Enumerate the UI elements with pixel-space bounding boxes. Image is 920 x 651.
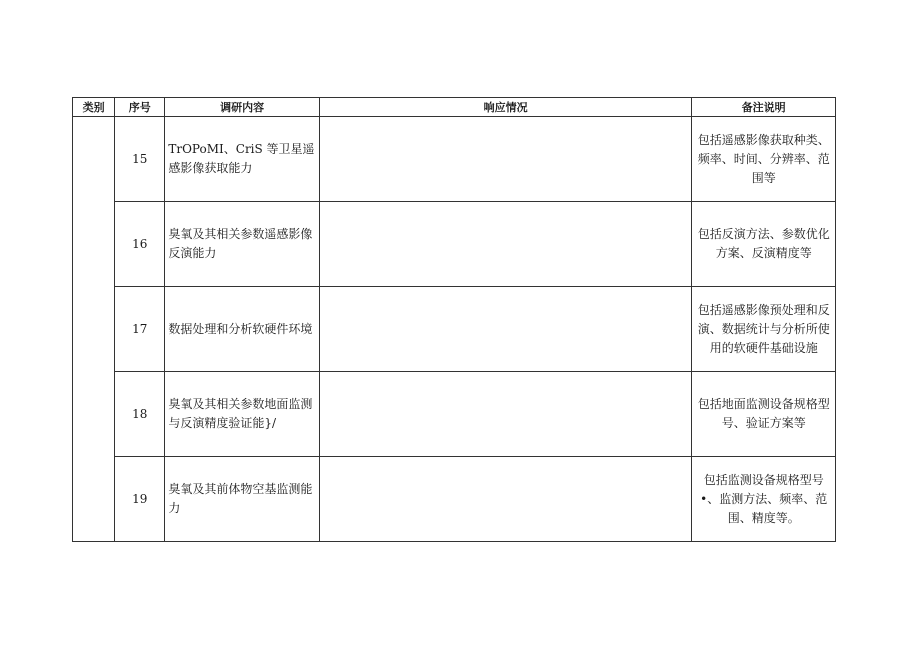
header-response: 响应情况 (319, 98, 691, 117)
table-row (73, 202, 836, 287)
table-row (73, 372, 836, 457)
header-number: 序号 (115, 98, 165, 117)
row-number: 15 (115, 117, 165, 202)
row-content: 臭氧及其前体物空基监测能力 (165, 457, 320, 542)
table-row (73, 287, 836, 372)
category-cell (73, 117, 115, 542)
table-row (73, 457, 836, 542)
table-header (73, 98, 836, 117)
table-row (73, 117, 836, 202)
survey-table (72, 97, 836, 542)
row-content: 臭氧及其相关参数遥感影像反演能力 (165, 202, 320, 287)
row-response[interactable] (319, 287, 691, 372)
row-content: 数据处理和分析软硬件环境 (165, 287, 320, 372)
row-note: 包括地面监测设备规格型号、验证方案等 (692, 372, 836, 457)
header-note: 备注说明 (692, 98, 836, 117)
header-content: 调研内容 (165, 98, 320, 117)
header-category: 类别 (73, 98, 115, 117)
row-note: 包括反演方法、参数优化方案、反演精度等 (692, 202, 836, 287)
row-number: 17 (115, 287, 165, 372)
row-number: 16 (115, 202, 165, 287)
row-note: 包括遥感影像获取种类、频率、时间、分辨率、范围等 (692, 117, 836, 202)
row-response[interactable] (319, 117, 691, 202)
row-note: 包括遥感影像预处理和反演、数据统计与分析所使用的软硬件基础设施 (692, 287, 836, 372)
table-body (73, 117, 836, 542)
header-row (73, 98, 836, 117)
row-content: 臭氧及其相关参数地面监测与反演精度验证能}/ (165, 372, 320, 457)
row-number: 19 (115, 457, 165, 542)
row-response[interactable] (319, 202, 691, 287)
row-response[interactable] (319, 457, 691, 542)
row-response[interactable] (319, 372, 691, 457)
row-content: TrOPoMI、CriS 等卫星遥感影像获取能力 (165, 117, 320, 202)
row-number: 18 (115, 372, 165, 457)
row-note: 包括监测设备规格型号•、监测方法、频率、范围、精度等。 (692, 457, 836, 542)
